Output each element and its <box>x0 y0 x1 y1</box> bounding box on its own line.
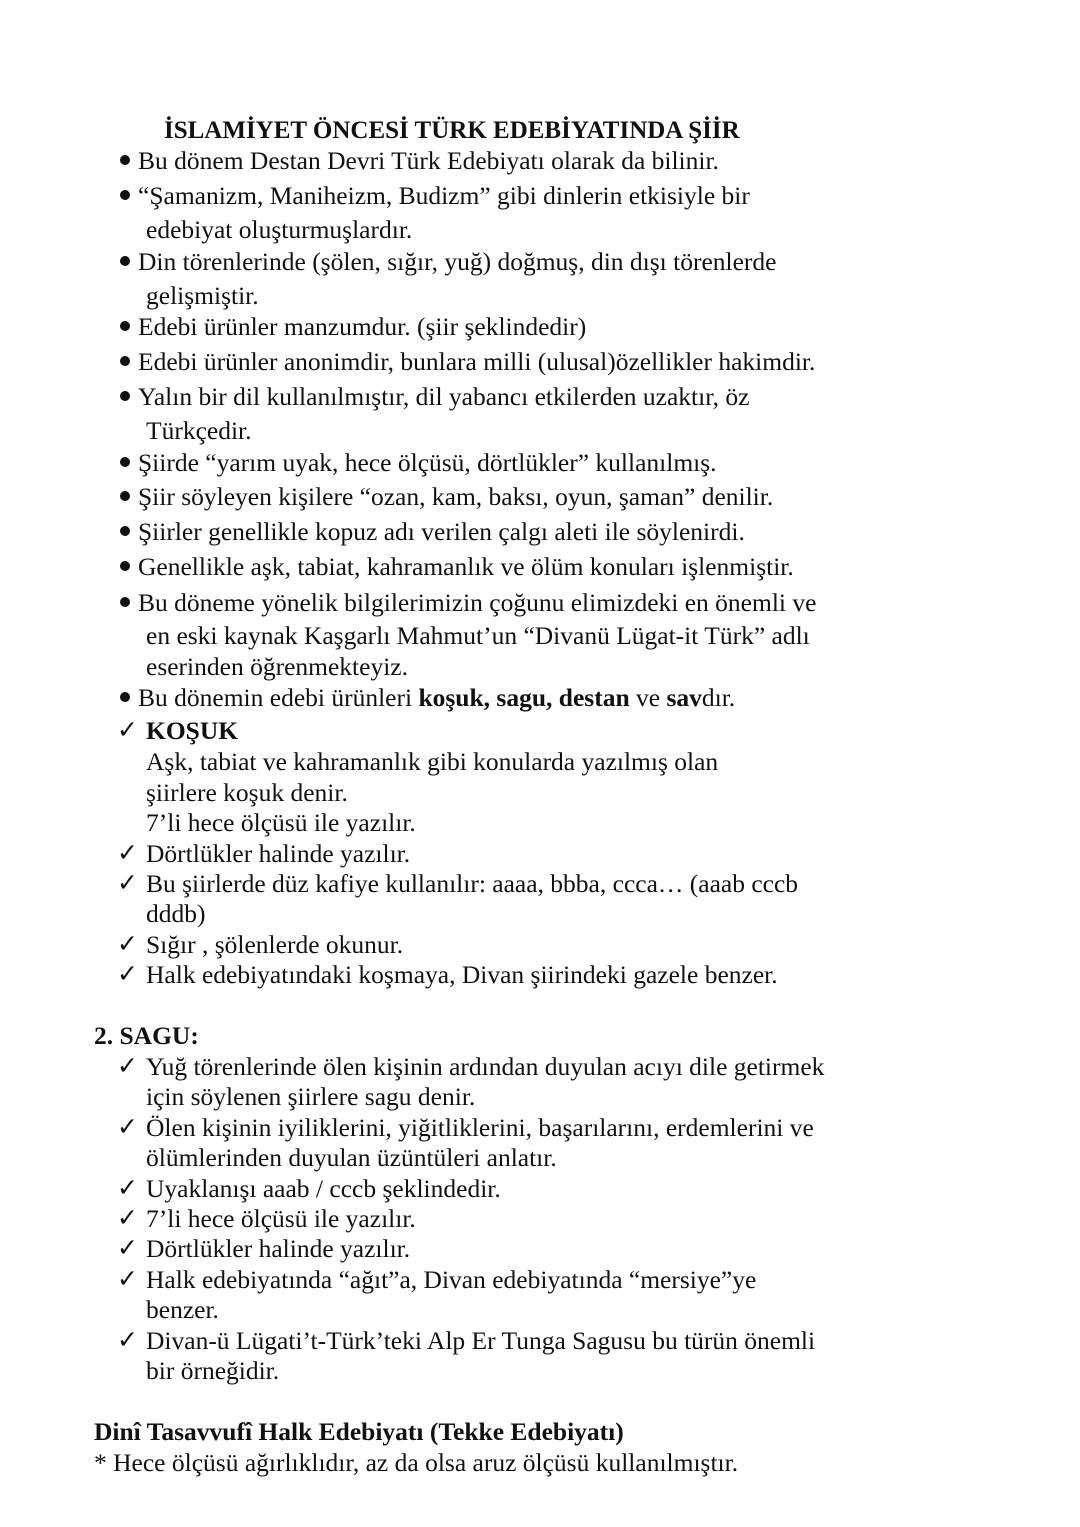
sagu-check-continuation: ölümlerinden duyulan üzüntüleri anlatır. <box>146 1143 557 1172</box>
sagu-check: Uyaklanışı aaab / cccb şeklindedir. <box>146 1174 501 1203</box>
list-item: Şiirde “yarım uyak, hece ölçüsü, dörtlükler” kullanılmış. <box>138 448 717 477</box>
products-line <box>138 682 735 713</box>
tekke-heading: Dinî Tasavvufî Halk Edebiyatı (Tekke Edebiyatı) <box>94 1417 624 1446</box>
bullet-icon <box>120 321 130 331</box>
kosuk-heading: KOŞUK <box>146 716 239 745</box>
check-icon: ✓ <box>117 1114 138 1141</box>
products-prefix: Bu dönemin edebi ürünleri <box>138 683 419 712</box>
kosuk-check: Halk edebiyatındaki koşmaya, Divan şiirindeki gazele benzer. <box>146 960 778 989</box>
list-item: Şiirler genellikle kopuz adı verilen çalgı aleti ile söylenirdi. <box>138 517 745 546</box>
bullet-icon <box>120 457 130 467</box>
list-item-continuation: Türkçedir. <box>146 416 252 445</box>
check-icon: ✓ <box>117 1205 138 1232</box>
sagu-check-continuation: için söylenen şiirlere sagu denir. <box>146 1082 476 1111</box>
list-item: Din törenlerinde (şölen, sığır, yuğ) doğmuş, din dışı törenlerde <box>138 247 777 276</box>
products-mid: ve <box>629 683 667 712</box>
check-icon: ✓ <box>117 961 138 988</box>
bullet-icon <box>120 561 130 571</box>
check-icon: ✓ <box>117 1235 138 1262</box>
check-icon: ✓ <box>117 840 138 867</box>
list-item-continuation: edebiyat oluşturmuşlardır. <box>146 215 413 244</box>
sagu-check-continuation: bir örneğidir. <box>146 1356 280 1385</box>
bullet-icon <box>120 256 130 266</box>
products-suffix: dır. <box>701 683 736 712</box>
list-item: Edebi ürünler anonimdir, bunlara milli (ulusal)özellikler hakimdir. <box>138 347 816 376</box>
kosuk-check: Sığır , şölenlerde okunur. <box>146 930 404 959</box>
check-icon: ✓ <box>117 717 138 744</box>
products-bold-1: koşuk, sagu, destan <box>418 683 630 712</box>
sagu-heading: 2. SAGU: <box>94 1021 199 1050</box>
kosuk-check: Dörtlükler halinde yazılır. <box>146 839 411 868</box>
bullet-icon <box>120 692 130 702</box>
kosuk-desc: şiirlere koşuk denir. <box>146 778 348 807</box>
list-item-continuation: eserinden öğrenmekteyiz. <box>146 652 408 681</box>
products-bold-2: sav <box>666 683 702 712</box>
check-icon: ✓ <box>117 1327 138 1354</box>
check-icon: ✓ <box>117 1175 138 1202</box>
list-item: Bu dönem Destan Devri Türk Edebiyatı olarak da bilinir. <box>138 146 719 175</box>
tekke-note: * Hece ölçüsü ağırlıklıdır, az da olsa aruz ölçüsü kullanılmıştır. <box>94 1448 739 1477</box>
sagu-check: 7’li hece ölçüsü ile yazılır. <box>146 1204 416 1233</box>
list-item-continuation: gelişmiştir. <box>146 281 259 310</box>
check-icon: ✓ <box>117 1053 138 1080</box>
kosuk-check-continuation: dddb) <box>146 899 206 928</box>
check-icon: ✓ <box>117 931 138 958</box>
list-item: “Şamanizm, Maniheizm, Budizm” gibi dinlerin etkisiyle bir <box>138 181 750 210</box>
sagu-check-continuation: benzer. <box>146 1295 219 1324</box>
sagu-check: Yuğ törenlerinde ölen kişinin ardından duyulan acıyı dile getirmek <box>146 1052 825 1081</box>
page-title: İSLAMİYET ÖNCESİ TÜRK EDEBİYATINDA ŞİİR <box>164 117 740 144</box>
sagu-check: Halk edebiyatında “ağıt”a, Divan edebiyatında “mersiye”ye <box>146 1265 757 1294</box>
sagu-check: Divan-ü Lügati’t-Türk’teki Alp Er Tunga Sagusu bu türün önemli <box>146 1326 816 1355</box>
kosuk-desc: Aşk, tabiat ve kahramanlık gibi konularda yazılmış olan <box>146 747 719 776</box>
bullet-icon <box>120 491 130 501</box>
check-icon: ✓ <box>117 1266 138 1293</box>
bullet-icon <box>120 391 130 401</box>
list-item: Edebi ürünler manzumdur. (şiir şeklindedir) <box>138 312 587 341</box>
check-icon: ✓ <box>117 870 138 897</box>
list-item: Yalın bir dil kullanılmıştır, dil yabancı etkilerden uzaktır, öz <box>138 382 750 411</box>
bullet-icon <box>120 155 130 165</box>
list-item: Bu döneme yönelik bilgilerimizin çoğunu elimizdeki en önemli ve <box>138 588 817 617</box>
list-item: Genellikle aşk, tabiat, kahramanlık ve ölüm konuları işlenmiştir. <box>138 552 794 581</box>
bullet-icon <box>120 597 130 607</box>
kosuk-desc: 7’li hece ölçüsü ile yazılır. <box>146 808 416 837</box>
sagu-check: Ölen kişinin iyiliklerini, yiğitliklerini, başarılarını, erdemlerini ve <box>146 1113 814 1142</box>
bullet-icon <box>120 356 130 366</box>
kosuk-check: Bu şiirlerde düz kafiye kullanılır: aaaa, bbba, ccca… (aaab cccb <box>146 869 799 898</box>
sagu-check: Dörtlükler halinde yazılır. <box>146 1234 411 1263</box>
bullet-icon <box>120 190 130 200</box>
list-item: Şiir söyleyen kişilere “ozan, kam, baksı, oyun, şaman” denilir. <box>138 482 774 511</box>
list-item-continuation: en eski kaynak Kaşgarlı Mahmut’un “Divanü Lügat-it Türk” adlı <box>146 621 810 650</box>
bullet-icon <box>120 526 130 536</box>
